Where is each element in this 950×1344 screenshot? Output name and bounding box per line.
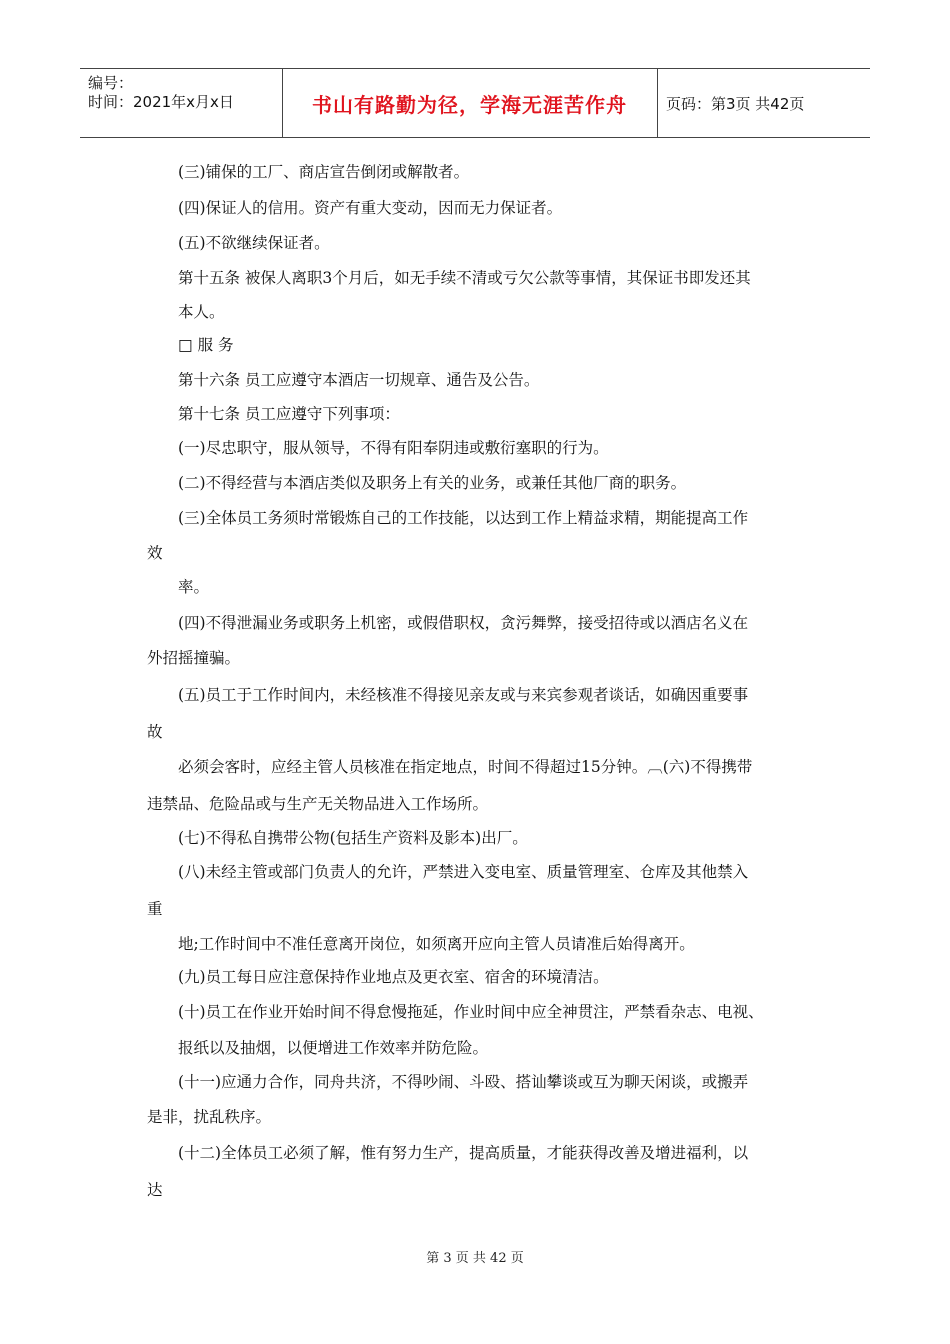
text-line: 违禁品、危险品或与生产无关物品进入工作场所。 — [147, 795, 489, 813]
text-line: (七)不得私自携带公物(包括生产资料及影本)出厂。 — [178, 829, 528, 847]
header-info-cell — [80, 69, 283, 137]
text-line: 必须会客时，应经主管人员核准在指定地点，时间不得超过15分钟。︹(六)不得携带 — [178, 758, 753, 776]
text-line: 外招摇撞骗。 — [147, 649, 241, 667]
time-label: 时间：2021年x月x日 — [88, 93, 234, 111]
section-heading: □ 服 务 — [178, 336, 234, 354]
text-line: 率。 — [178, 578, 210, 596]
text-line: 效 — [147, 544, 163, 562]
text-line: (十二)全体员工必须了解，惟有努力生产，提高质量，才能获得改善及增进福利，以 — [178, 1144, 749, 1162]
text-line: 报纸以及抽烟，以便增进工作效率并防危险。 — [178, 1039, 489, 1057]
text-line: (九)员工每日应注意保持作业地点及更衣室、宿舍的环境清洁。 — [178, 968, 609, 986]
motto: 书山有路勤为径，学海无涯苦作舟 — [282, 69, 658, 137]
text-line: (一)尽忠职守，服从领导，不得有阳奉阴违或敷衍塞职的行为。 — [178, 439, 609, 457]
text-line: (八)未经主管或部门负责人的允许，严禁进入变电室、质量管理室、仓库及其他禁入 — [178, 863, 749, 881]
text-line: (四)保证人的信用。资产有重大变动，因而无力保证者。 — [178, 199, 563, 217]
text-line: (十一)应通力合作，同舟共济，不得吵闹、斗殴、搭讪攀谈或互为聊天闲谈，或搬弄 — [178, 1073, 749, 1091]
text-line: (三)全体员工务须时常锻炼自己的工作技能，以达到工作上精益求精，期能提高工作 — [178, 509, 749, 527]
text-line: (五)员工于工作时间内，未经核准不得接见亲友或与来宾参观者谈话，如确因重要事 — [178, 686, 749, 704]
text-line: 故 — [147, 723, 163, 741]
text-line: (二)不得经营与本酒店类似及职务上有关的业务，或兼任其他厂商的职务。 — [178, 474, 687, 492]
text-line: (五)不欲继续保证者。 — [178, 234, 330, 252]
number-label: 编号： — [88, 74, 134, 92]
text-line: (三)铺保的工厂、商店宣告倒闭或解散者。 — [178, 163, 470, 181]
text-line: 是非，扰乱秩序。 — [147, 1108, 272, 1126]
text-line: 地;工作时间中不准任意离开岗位，如须离开应向主管人员请准后始得离开。 — [178, 935, 695, 953]
text-line: 本人。 — [178, 303, 225, 321]
text-line: (十)员工在作业开始时间不得怠慢拖延，作业时间中应全神贯注，严禁看杂志、电视、 — [178, 1003, 764, 1021]
text-line: 重 — [147, 900, 163, 918]
page-label: 页码：第3页 共42页 — [666, 94, 805, 113]
text-line: (四)不得泄漏业务或职务上机密，或假借职权，贪污舞弊，接受招待或以酒店名义在 — [178, 614, 749, 632]
page-footer: 第 3 页 共 42 页 — [426, 1251, 524, 1266]
text-line: 第十七条 员工应遵守下列事项： — [178, 405, 400, 423]
text-line: 第十六条 员工应遵守本酒店一切规章、通告及公告。 — [178, 371, 540, 389]
text-line: 第十五条 被保人离职3个月后，如无手续不清或亏欠公款等事情，其保证书即发还其 — [178, 269, 751, 287]
text-line: 达 — [147, 1181, 163, 1199]
header-table — [80, 68, 870, 138]
